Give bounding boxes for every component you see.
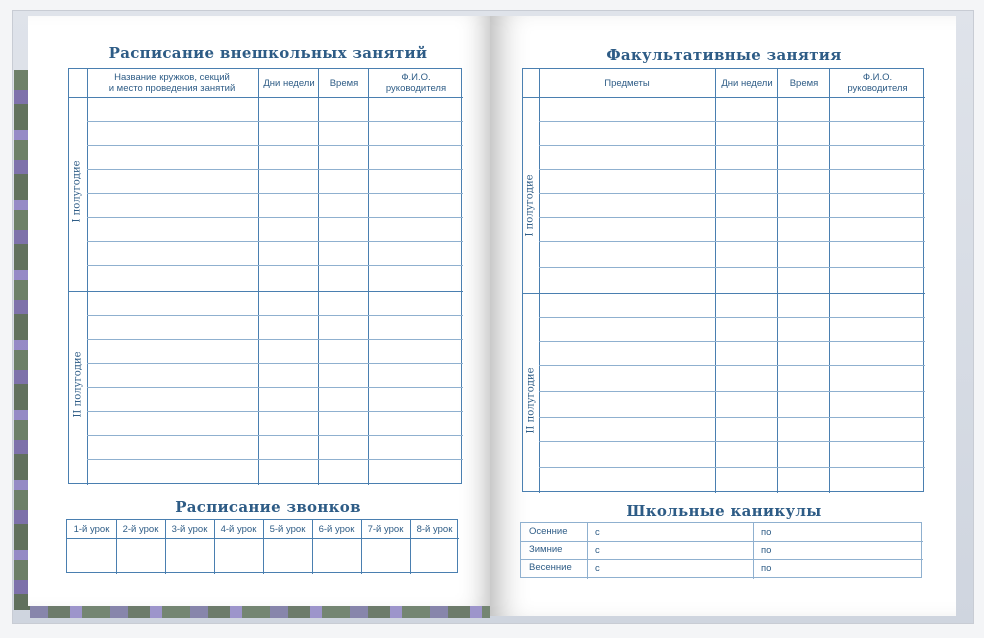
electives-title: Факультативные занятия xyxy=(606,46,842,64)
lesson-8-header: 8-й урок xyxy=(416,524,453,535)
semester-1-label: I полугодие xyxy=(524,174,536,237)
extracurricular-table xyxy=(68,68,462,484)
right-page xyxy=(490,16,956,616)
holiday-autumn-from: с xyxy=(595,527,600,538)
cover-flower-image-bottom xyxy=(30,604,490,618)
holidays-table xyxy=(520,522,922,578)
left-page xyxy=(28,16,490,606)
col-header-subjects: Предметы xyxy=(604,77,650,89)
holiday-spring-to: по xyxy=(761,563,772,574)
lesson-4-header: 4-й урок xyxy=(220,524,257,535)
lesson-5-header: 5-й урок xyxy=(269,524,306,535)
holiday-autumn-to: по xyxy=(761,527,772,538)
col-header-time: Время xyxy=(329,77,359,89)
lesson-7-header: 7-й урок xyxy=(367,524,404,535)
lesson-6-header: 6-й урок xyxy=(318,524,355,535)
col-header-leader: Ф.И.О. руководителя xyxy=(385,72,447,94)
extracurricular-title: Расписание внешкольных занятий xyxy=(108,44,428,62)
holiday-autumn-label: Осенние xyxy=(529,526,568,537)
col-header-name: Название кружков, секций и место проведения занятий xyxy=(108,72,236,94)
holiday-winter-label: Зимние xyxy=(529,544,563,555)
semester-2-label: II полугодие xyxy=(72,351,84,418)
holiday-spring-from: с xyxy=(595,563,600,574)
col-header-days: Дни недели xyxy=(721,77,773,89)
col-header-time: Время xyxy=(789,77,819,89)
semester-1-label: I полугодие xyxy=(71,160,83,223)
lesson-1-header: 1-й урок xyxy=(73,524,110,535)
holiday-winter-from: с xyxy=(595,545,600,556)
bells-title: Расписание звонков xyxy=(175,498,361,516)
col-header-leader: Ф.И.О. руководителя xyxy=(847,72,908,94)
lesson-3-header: 3-й урок xyxy=(171,524,208,535)
holiday-winter-to: по xyxy=(761,545,772,556)
bells-table xyxy=(66,519,458,573)
col-header-days: Дни недели xyxy=(263,77,315,89)
holidays-title: Школьные каникулы xyxy=(626,502,822,520)
lesson-2-header: 2-й урок xyxy=(122,524,159,535)
holiday-spring-label: Весенние xyxy=(529,562,572,573)
semester-2-label: II полугодие xyxy=(525,367,537,434)
electives-table xyxy=(522,68,924,492)
